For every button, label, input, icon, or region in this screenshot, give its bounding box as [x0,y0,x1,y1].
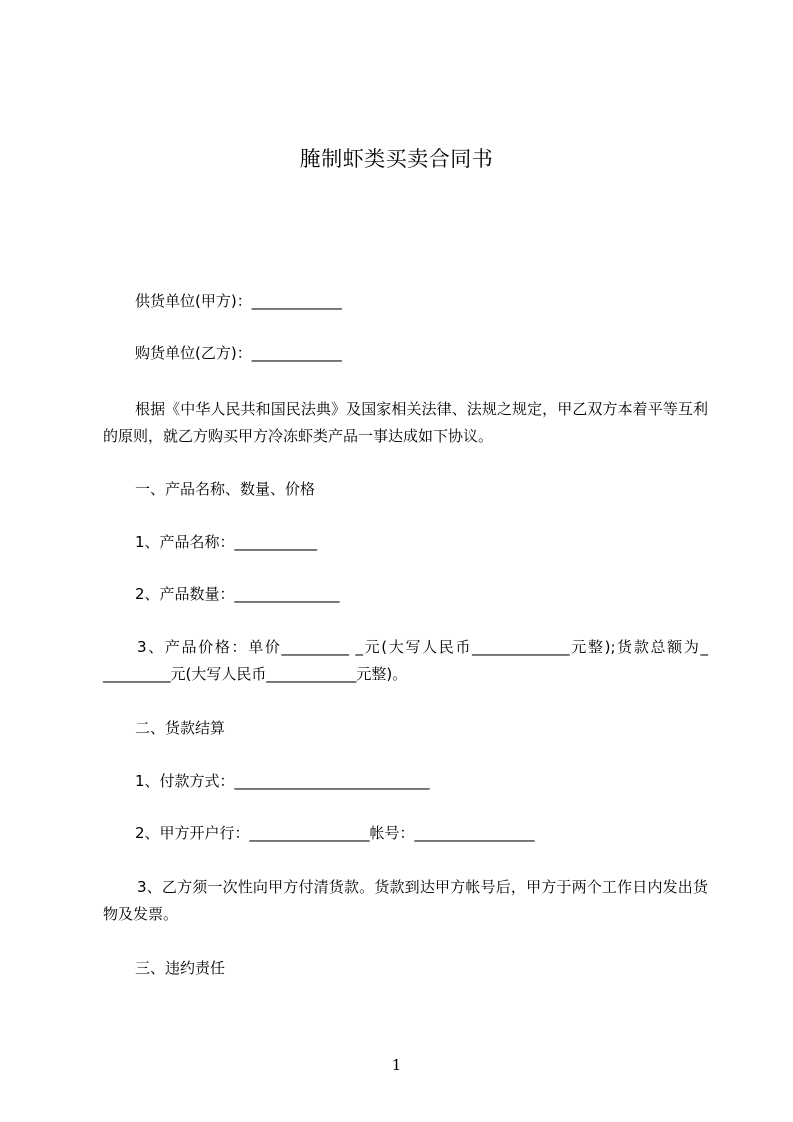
supplier-line: 供货单位(甲方)：____________ [135,292,342,310]
document-title: 腌制虾类买卖合同书 [299,147,494,171]
product-name-line: 1、产品名称：___________ [135,533,318,551]
product-quantity-line: 2、产品数量：______________ [135,585,340,603]
page-number: 1 [391,1056,402,1074]
buyer-line: 购货单位(乙方)：____________ [135,344,342,362]
section1-heading: 一、产品名称、数量、价格 [135,480,316,498]
product-price-paragraph: 3、产品价格：单价_________ _元(大写人民币_____________元整);货款总额为_ _________元(大写人民币____________元整)。 [103,638,708,683]
bank-account-line: 2、甲方开户行：________________帐号：________________ [135,824,535,842]
intro-paragraph: 根据《中华人民共和国民法典》及国家相关法律、法规之规定，甲乙双方本着平等互利的原则，就乙方购买甲方冷冻虾类产品一事达成如下协议。 [103,400,708,445]
payment-method-line: 1、付款方式：__________________________ [135,772,430,790]
payment-terms-paragraph: 3、乙方须一次性向甲方付清货款。货款到达甲方帐号后，甲方于两个工作日内发出货物及发票。 [103,878,708,923]
section2-heading: 二、货款结算 [135,719,226,737]
section3-heading: 三、违约责任 [135,959,226,977]
